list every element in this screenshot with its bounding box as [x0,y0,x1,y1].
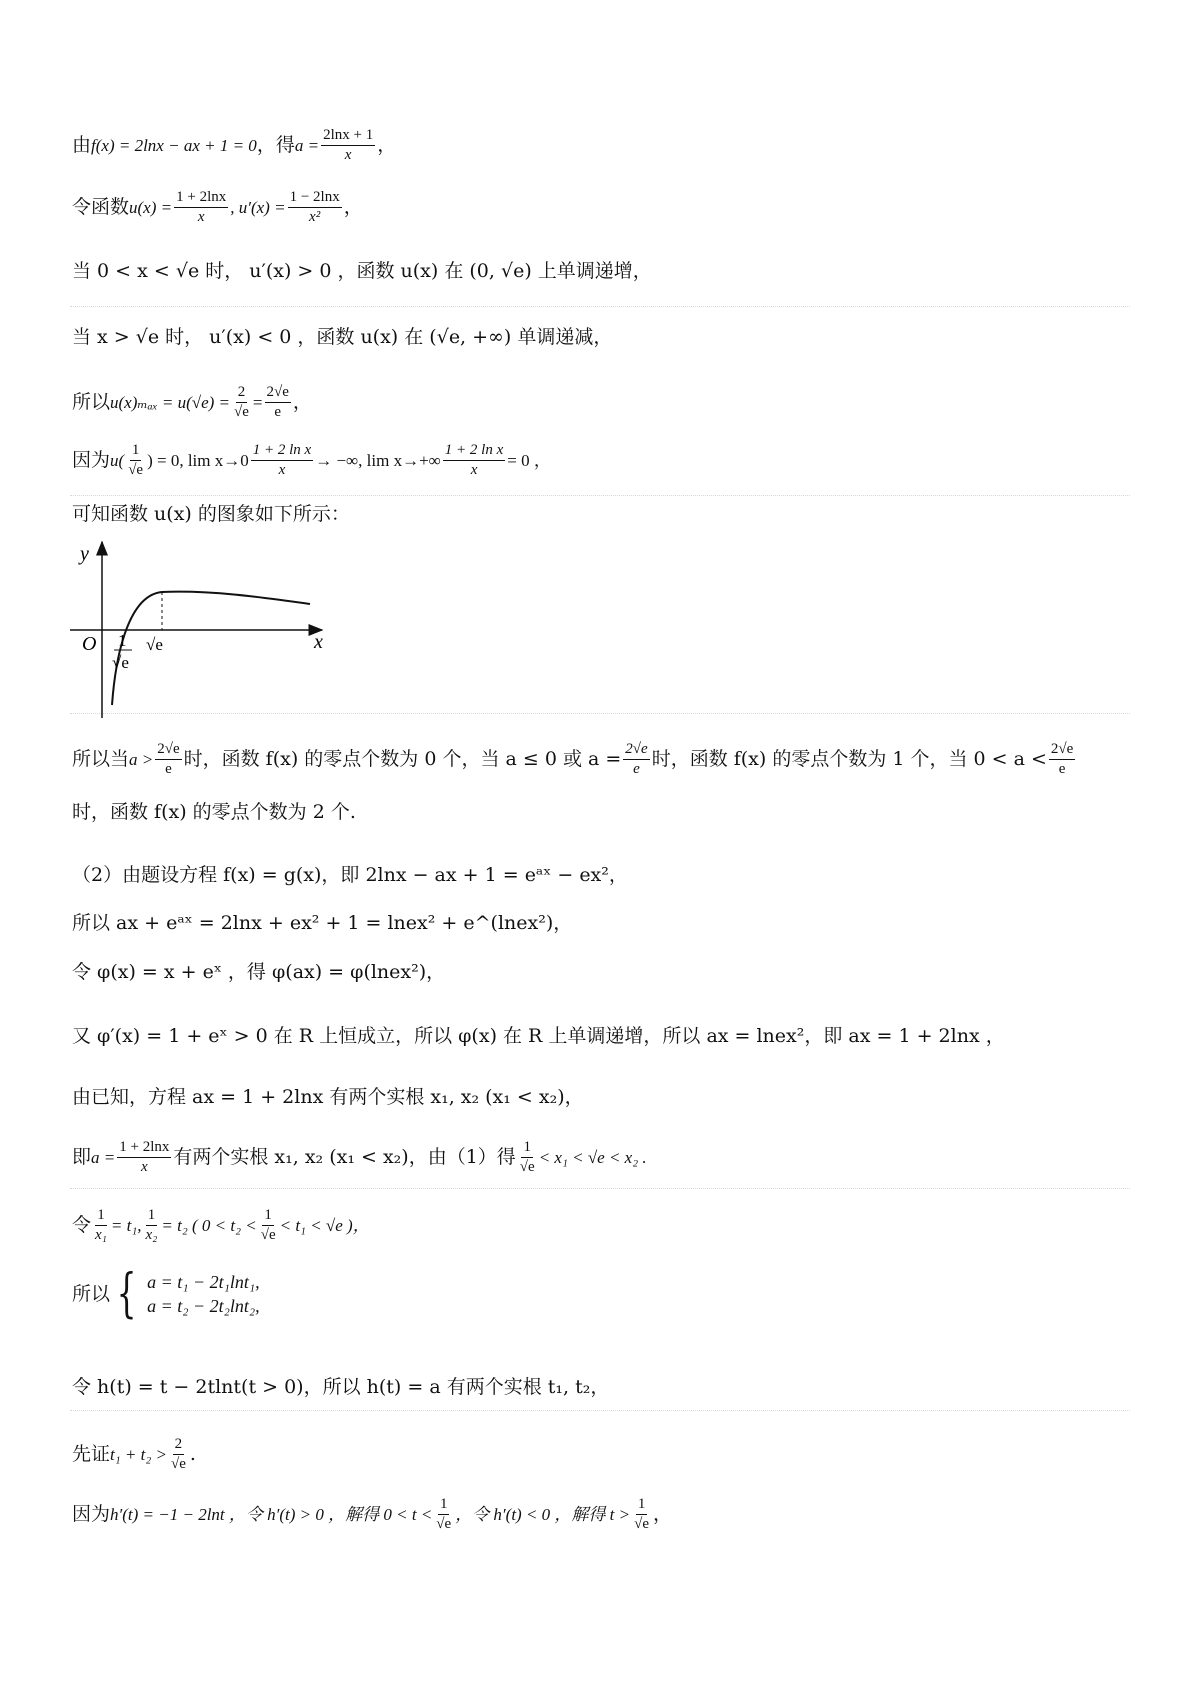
numerator: 1 [146,1208,158,1226]
text-segment: 所以当 [72,748,130,770]
left-brace: { [116,1264,137,1324]
denominator: √e [634,1516,650,1532]
math-expression: u( [110,451,125,470]
text-line [72,128,396,163]
denominator: √e [436,1516,452,1532]
text-line [72,262,652,281]
fraction [265,385,291,420]
text-line [72,443,551,478]
text-segment: ， [343,196,363,218]
math-expression: = [252,393,263,412]
text-segment: 即 [72,1146,92,1168]
numerator: 2 [236,385,248,403]
text-segment: 可知函数 u(x) 的图象如下所示： [72,503,350,525]
fraction [321,128,375,163]
numerator: 1 + 2lnx [117,1140,171,1158]
denominator: x₂ [145,1227,158,1243]
fraction [632,1497,651,1532]
text-line [72,1264,260,1324]
x-axis-label: x [314,631,323,653]
denominator: x [278,462,286,478]
numerator: 2√e [623,742,649,760]
math-expression: < t₁ < √e )， [279,1216,370,1235]
denominator: √e [519,1159,535,1175]
text-segment: . [189,1443,196,1465]
fraction [232,385,251,420]
numerator: 2√e [265,385,291,403]
text-segment: 时，函数 f(x) 的零点个数为 0 个，当 a ≤ 0 或 a = [183,748,622,770]
text-line [72,505,350,524]
denominator: e [633,761,640,777]
math-expression: a > [129,750,154,769]
y-axis-label: y [80,543,89,565]
math-expression: < x₁ < √e < x₂ . [538,1148,647,1167]
system-row: a = t₁ − 2t₁lnt₁, [147,1272,260,1292]
origin-label: O [82,633,97,655]
text-segment: 有两个实根 x₁, x₂ (x₁ < x₂)，由（1）得 [173,1146,516,1168]
text-line [72,385,312,420]
curve-u [112,592,310,705]
fraction [434,1497,453,1532]
fraction [251,443,313,478]
text-line [72,866,628,885]
fraction [117,1140,171,1175]
math-expression: a = [91,1148,116,1167]
text-segment: 令 φ(x) = x + eˣ ，得 φ(ax) = φ(lnex²)， [72,961,446,983]
tick-label-1-over-sqrt-e: √e [112,653,129,672]
fraction [288,190,342,225]
denominator: e [1058,761,1066,777]
denominator: √e [260,1227,276,1243]
text-segment: 时，函数 f(x) 的零点个数为 1 个，当 0 < a < [651,748,1047,770]
text-line [72,1378,609,1397]
math-expression: t₁ + t₂ > [110,1445,167,1464]
text-line [72,1140,647,1175]
text-segment: ， [653,1503,673,1525]
text-segment: 所以 [72,391,111,413]
divider [70,495,1130,496]
fraction [93,1208,109,1243]
math-expression: → −∞, lim x→+∞ [315,451,441,470]
math-expression: ) = 0, lim x→0 [147,451,249,470]
text-segment: 由已知，方程 ax = 1 + 2lnx 有两个实根 x₁, x₂ (x₁ < x₂)， [72,1086,584,1108]
fraction [174,190,228,225]
text-segment: 当 0 < x < √e 时， u′(x) > 0 ，函数 u(x) 在 (0, √e) 上单调递增， [72,260,652,282]
denominator: √e [128,462,144,478]
denominator: x₁ [95,1227,107,1243]
denominator: x [140,1159,148,1175]
text-segment: ， [292,391,312,413]
text-segment: 因为 [72,1503,111,1525]
denominator: x [470,462,478,478]
fraction [518,1140,537,1175]
fraction [443,443,505,478]
denominator: x [344,147,352,163]
fraction [144,1208,160,1243]
numerator: 2√e [155,742,181,760]
text-line [72,190,363,225]
text-segment: 时，函数 f(x) 的零点个数为 2 个. [72,801,356,823]
text-segment: 由 [72,134,92,156]
text-line [72,742,1077,777]
math-expression: u(x)ₘₐₓ = u(√e) = [110,393,231,412]
numerator: 1 [262,1208,274,1226]
fraction [1049,742,1075,777]
math-expression: h′(t) = −1 − 2lnt ，令 h′(t) > 0 ，解得 0 < t < [110,1505,433,1524]
numerator: 1 [636,1497,648,1515]
numerator: 2 [173,1437,185,1455]
text-segment: 所以 ax + eᵃˣ = 2lnx + ex² + 1 = lnex² + e^(lnex²)， [72,912,573,934]
math-expression: = t₂ ( 0 < t₂ < [161,1216,257,1235]
text-line [72,328,612,347]
numerator: 1 − 2lnx [288,190,342,208]
text-line [72,963,445,982]
denominator: √e [234,404,249,420]
numerator: 2√e [1049,742,1075,760]
text-segment: 又 φ′(x) = 1 + eˣ > 0 在 R 上恒成立，所以 φ(x) 在 R 上单调递增，所以 ax = lnex²，即 ax = 1 + 2lnx ， [72,1025,1005,1047]
text-line [72,1437,196,1472]
numerator: 2lnx + 1 [321,128,375,146]
equation-system [110,1264,260,1324]
divider [70,1188,1130,1189]
math-expression: = t₁, [110,1216,142,1235]
numerator: 1 [95,1208,107,1226]
text-line [72,1027,1005,1046]
fraction [155,742,181,777]
text-line [72,803,356,822]
text-line [72,914,572,933]
numerator: 1 + 2 ln x [443,443,505,461]
text-segment: （2）由题设方程 f(x) = g(x)，即 2lnx − ax + 1 = eᵃˣ − ex²， [72,864,628,886]
text-segment: ，得 [256,134,295,156]
divider [70,1410,1130,1411]
numerator: 1 + 2 ln x [251,443,313,461]
math-expression: ，令 h′(t) < 0 ，解得 t > [455,1505,631,1524]
system-row: a = t₂ − 2t₂lnt₂, [147,1296,260,1316]
numerator: 1 [521,1140,533,1158]
divider [70,306,1130,307]
fraction [623,742,649,777]
text-segment: 因为 [72,449,111,471]
denominator: √e [170,1456,186,1472]
math-expression: f(x) = 2lnx − ax + 1 = 0 [91,136,257,155]
denominator: e [274,404,282,420]
text-segment: 令函数 [72,196,130,218]
numerator: 1 [130,443,142,461]
text-segment: 先证 [72,1443,111,1465]
tick-label-1-over-sqrt-e: 1 [118,631,127,650]
text-line [72,1497,672,1532]
math-expression: = 0 ， [507,451,551,470]
math-expression: a = [294,136,320,155]
text-segment: 令 h(t) = t − 2tlnt(t > 0)，所以 h(t) = a 有两个实根 t₁, t₂， [72,1376,610,1398]
fraction [169,1437,188,1472]
text-line [72,1088,584,1107]
text-segment: 所以 [72,1282,111,1305]
function-graph [60,530,340,720]
math-expression: u(x) = [129,198,173,217]
numerator: 1 [438,1497,450,1515]
text-segment: 当 x > √e 时， u′(x) < 0 ，函数 u(x) 在 (√e, +∞) 单调递减， [72,326,613,348]
text-segment: ， [377,134,397,156]
fraction [126,443,145,478]
text-line [72,1208,370,1243]
text-segment: 令 [72,1214,92,1236]
fraction [259,1208,278,1243]
denominator: x² [309,209,321,225]
tick-label-sqrt-e: √e [146,635,163,654]
math-expression: , u′(x) = [230,198,286,217]
denominator: x [197,209,205,225]
denominator: e [165,761,172,777]
numerator: 1 + 2lnx [174,190,228,208]
